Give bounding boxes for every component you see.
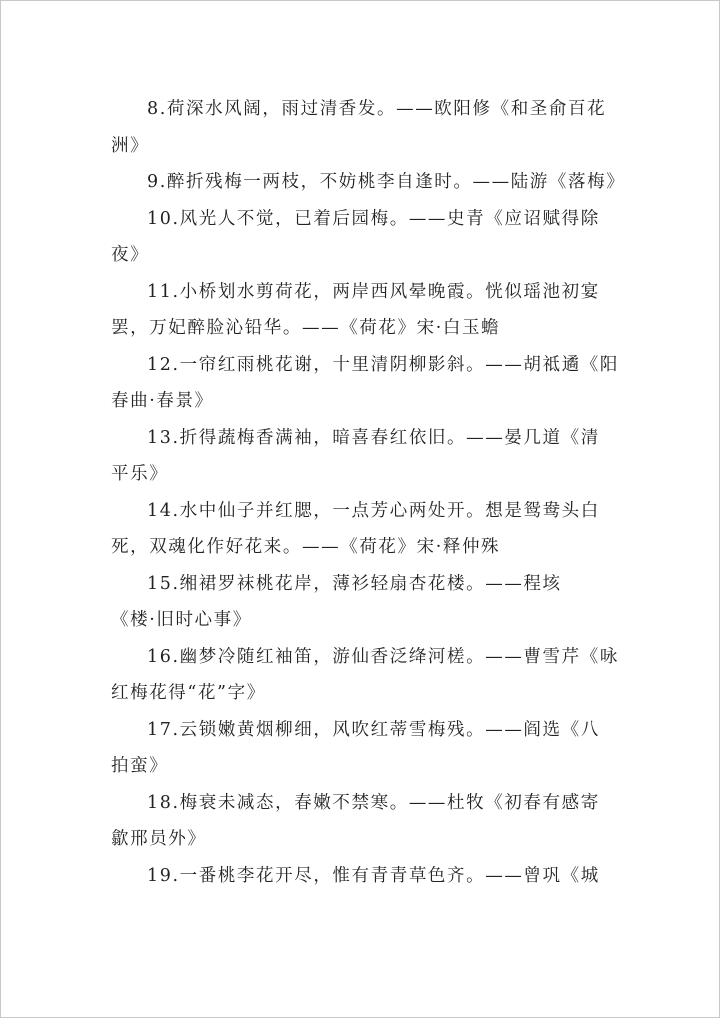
- quote-15-line-2: 《楼·旧时心事》: [111, 610, 252, 630]
- quote-12-line-2: 春曲·春景》: [111, 391, 214, 411]
- quote-13-line-1: 13.折得蔬梅香满袖，暗喜春红依旧。——晏几道《清: [147, 427, 600, 448]
- quote-18-line-1: 18.梅衰未减态，春嫩不禁寒。——杜牧《初春有感寄: [147, 792, 600, 813]
- quote-14-line-2: 死，双魂化作好花来。——《荷花》宋·释仲殊: [111, 537, 501, 557]
- quote-8-line-1: 8.荷深水风阔，雨过清香发。——欧阳修《和圣俞百花: [147, 99, 607, 119]
- quote-13-line-2: 平乐》: [111, 464, 169, 484]
- quote-10-line-1: 10.风光人不觉，已着后园梅。——史青《应诏赋得除: [147, 208, 600, 229]
- quote-9-line-1: 9.醉折残梅一两枝，不妨桃李自逢时。——陆游《落梅》: [147, 172, 626, 192]
- quote-8-line-2: 洲》: [111, 135, 150, 156]
- quote-16-line-1: 16.幽梦冷随红袖笛，游仙香泛绛河槎。——曹雪芹《咏: [147, 646, 619, 667]
- poem-quote-list: [111, 91, 626, 894]
- quote-19-line-1: 19.一番桃李花开尽，惟有青青草色齐。——曾巩《城: [147, 865, 600, 886]
- quote-11-line-1: 11.小桥划水剪荷花，两岸西风晕晚霞。恍似瑶池初宴: [147, 281, 600, 302]
- quote-17-line-1: 17.云锁嫩黄烟柳细，风吹红蒂雪梅残。——阎选《八: [147, 719, 600, 740]
- quote-18-line-2: 歙邢员外》: [111, 829, 207, 849]
- quote-17-line-2: 拍蛮》: [111, 756, 169, 776]
- quote-11-line-2: 罢，万妃醉脸沁铅华。——《荷花》宋·白玉蟾: [111, 318, 501, 338]
- quote-16-line-2: 红梅花得“花”字》: [111, 683, 266, 703]
- quote-15-line-1: 15.缃裙罗袜桃花岸，薄衫轻扇杏花楼。——程垓: [147, 573, 562, 594]
- quote-14-line-1: 14.水中仙子并红腮，一点芳心两处开。想是鸳鸯头白: [147, 500, 600, 521]
- quote-10-line-2: 夜》: [111, 245, 150, 265]
- quote-12-line-1: 12.一帘红雨桃花谢，十里清阴柳影斜。——胡祗遹《阳: [147, 354, 619, 375]
